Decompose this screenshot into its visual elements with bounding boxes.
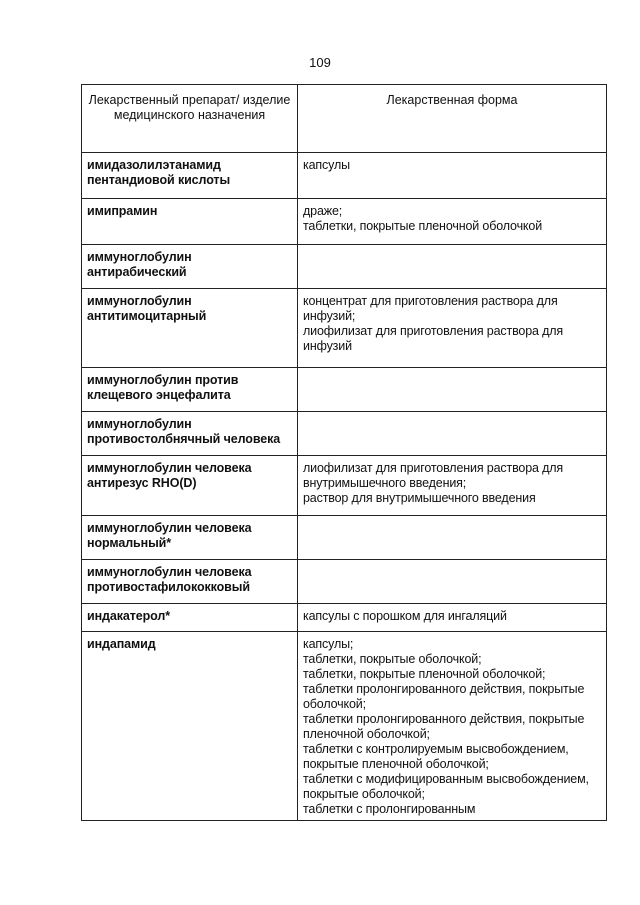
header-drug: Лекарственный препарат/ изделие медицинского назначения <box>82 85 298 153</box>
drug-form: капсулы; таблетки, покрытые оболочкой; таблетки, покрытые пленочной оболочкой; таблетки пролонгированного действия, покрытые оболочкой; таблетки пролонгированного действия, покрытые пленочной оболочкой; таблетки с контролируемым высвобождением, покрытые пленочной оболочкой; таблетки с модифицированным высвобождением, покрытые оболочкой; таблетки с пролонгированным <box>298 632 607 821</box>
table-row <box>82 516 607 560</box>
table-row <box>82 289 607 368</box>
drug-name: индапамид <box>82 632 298 821</box>
table-row <box>82 368 607 412</box>
drug-form <box>298 412 607 456</box>
table-row <box>82 153 607 199</box>
drug-form: драже; таблетки, покрытые пленочной оболочкой <box>298 199 607 245</box>
table-header <box>82 85 607 153</box>
drug-name: имидазолилэтанамид пентандиовой кислоты <box>82 153 298 199</box>
drug-form <box>298 245 607 289</box>
drug-form: капсулы <box>298 153 607 199</box>
drug-name: иммуноглобулин антитимоцитарный <box>82 289 298 368</box>
table-body <box>82 153 607 821</box>
drug-form <box>298 560 607 604</box>
table-row <box>82 560 607 604</box>
drug-table <box>81 84 607 821</box>
drug-name: иммуноглобулин антирабический <box>82 245 298 289</box>
page-number: 109 <box>309 55 331 70</box>
drug-name: имипрамин <box>82 199 298 245</box>
drug-name: индакатерол* <box>82 604 298 632</box>
table-row <box>82 199 607 245</box>
drug-form: лиофилизат для приготовления раствора для внутримышечного введения; раствор для внутримышечного введения <box>298 456 607 516</box>
table-row <box>82 245 607 289</box>
table-row <box>82 604 607 632</box>
drug-form <box>298 368 607 412</box>
table-row <box>82 632 607 821</box>
drug-name: иммуноглобулин человека противостафилококковый <box>82 560 298 604</box>
drug-form: капсулы с порошком для ингаляций <box>298 604 607 632</box>
drug-form: концентрат для приготовления раствора для инфузий; лиофилизат для приготовления раствора для инфузий <box>298 289 607 368</box>
drug-name: иммуноглобулин против клещевого энцефалита <box>82 368 298 412</box>
header-row <box>82 85 607 153</box>
drug-form <box>298 516 607 560</box>
drug-name: иммуноглобулин человека антирезус RHO(D) <box>82 456 298 516</box>
table-row <box>82 456 607 516</box>
header-form: Лекарственная форма <box>298 85 607 153</box>
drug-name: иммуноглобулин противостолбнячный человека <box>82 412 298 456</box>
table-row <box>82 412 607 456</box>
drug-name: иммуноглобулин человека нормальный* <box>82 516 298 560</box>
